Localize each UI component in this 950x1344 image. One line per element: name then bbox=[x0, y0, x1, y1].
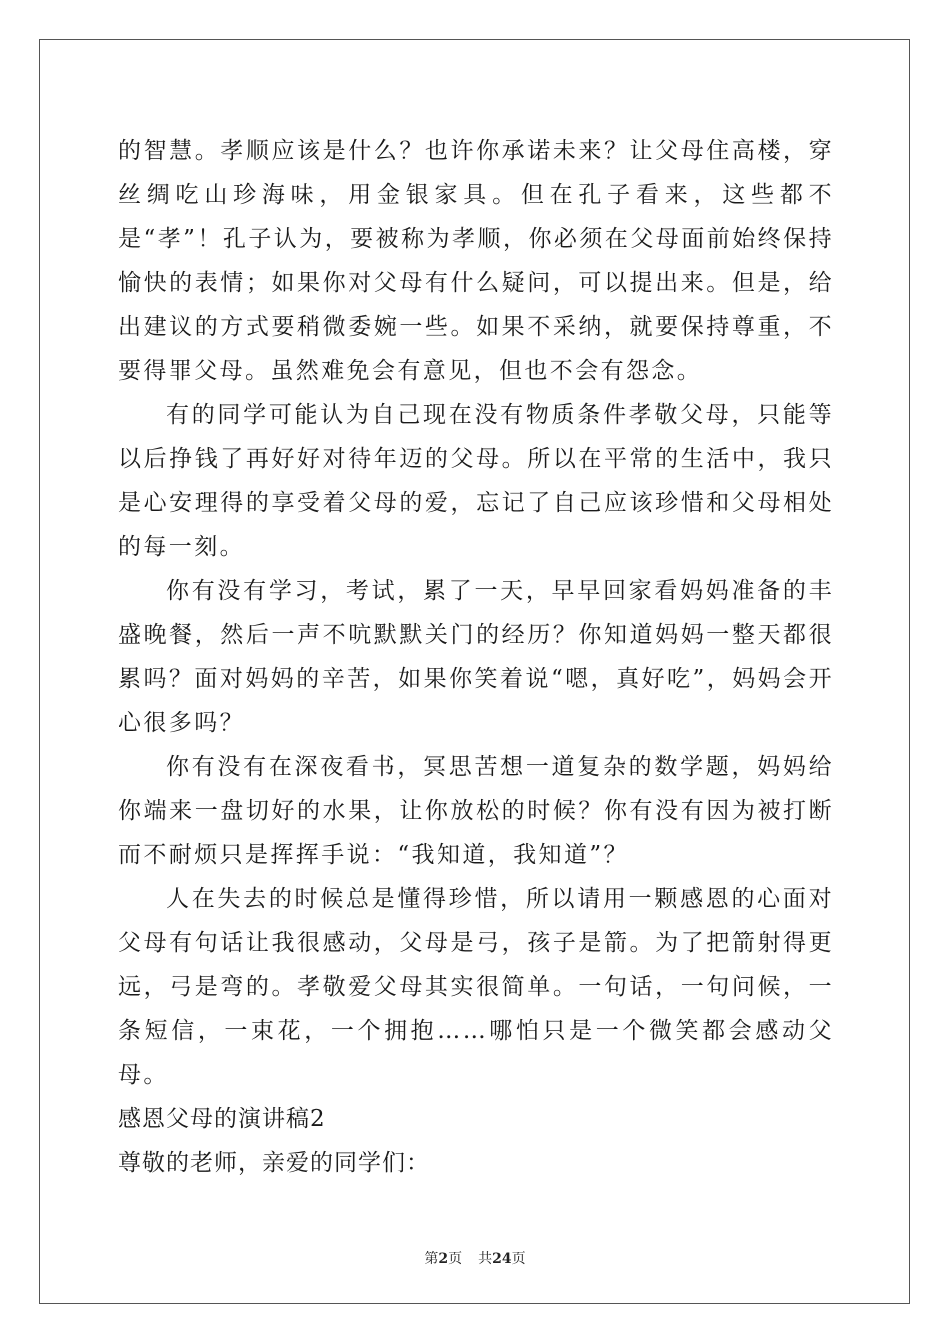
salutation: 尊敬的老师，亲爱的同学们： bbox=[118, 1150, 430, 1176]
paragraph: 你有没有学习，考试，累了一天，早早回家看妈妈准备的丰盛晚餐，然后一声不吭默默关门的经历？你知道妈妈一整天都很累吗？面对妈妈的辛苦，如果你笑着说“嗯，真好吃”，妈妈会开心很多吗？ bbox=[118, 578, 834, 736]
paragraph: 人在失去的时候总是懂得珍惜，所以请用一颗感恩的心面对父母有句话让我很感动，父母是弓，孩子是箭。为了把箭射得更远，弓是弯的。孝敬爱父母其实很简单。一句话，一句问候，一条短信，一束花，一个拥抱……哪怕只是一个微笑都会感动父母。 bbox=[118, 886, 834, 1088]
document-body bbox=[118, 129, 834, 1185]
paragraph: 的智慧。孝顺应该是什么？也许你承诺未来？让父母住高楼，穿丝绸吃山珍海味，用金银家具。但在孔子看来，这些都不是“孝”！孔子认为，要被称为孝顺，你必须在父母面前始终保持愉快的表情；如果你对父母有什么疑问，可以提出来。但是，给出建议的方式要稍微委婉一些。如果不采纳，就要保持尊重，不要得罪父母。虽然难免会有意见，但也不会有怨念。 bbox=[118, 138, 834, 384]
paragraph: 有的同学可能认为自己现在没有物质条件孝敬父母，只能等以后挣钱了再好好对待年迈的父母。所以在平常的生活中，我只是心安理得的享受着父母的爱，忘记了自己应该珍惜和父母相处的每一刻。 bbox=[118, 402, 834, 560]
page-total: 24 bbox=[492, 1251, 512, 1267]
page-footer bbox=[0, 1248, 950, 1268]
page-unit: 页 bbox=[448, 1251, 463, 1267]
section-title: 感恩父母的演讲稿2 bbox=[118, 1106, 326, 1132]
page-current: 2 bbox=[438, 1251, 449, 1267]
paragraph: 你有没有在深夜看书，冥思苦想一道复杂的数学题，妈妈给你端来一盘切好的水果，让你放松的时候？你有没有因为被打断而不耐烦只是挥挥手说：“我知道，我知道”？ bbox=[118, 754, 834, 868]
total-prefix: 共 bbox=[478, 1251, 493, 1267]
total-unit: 页 bbox=[511, 1251, 526, 1267]
page-prefix: 第 bbox=[424, 1251, 439, 1267]
